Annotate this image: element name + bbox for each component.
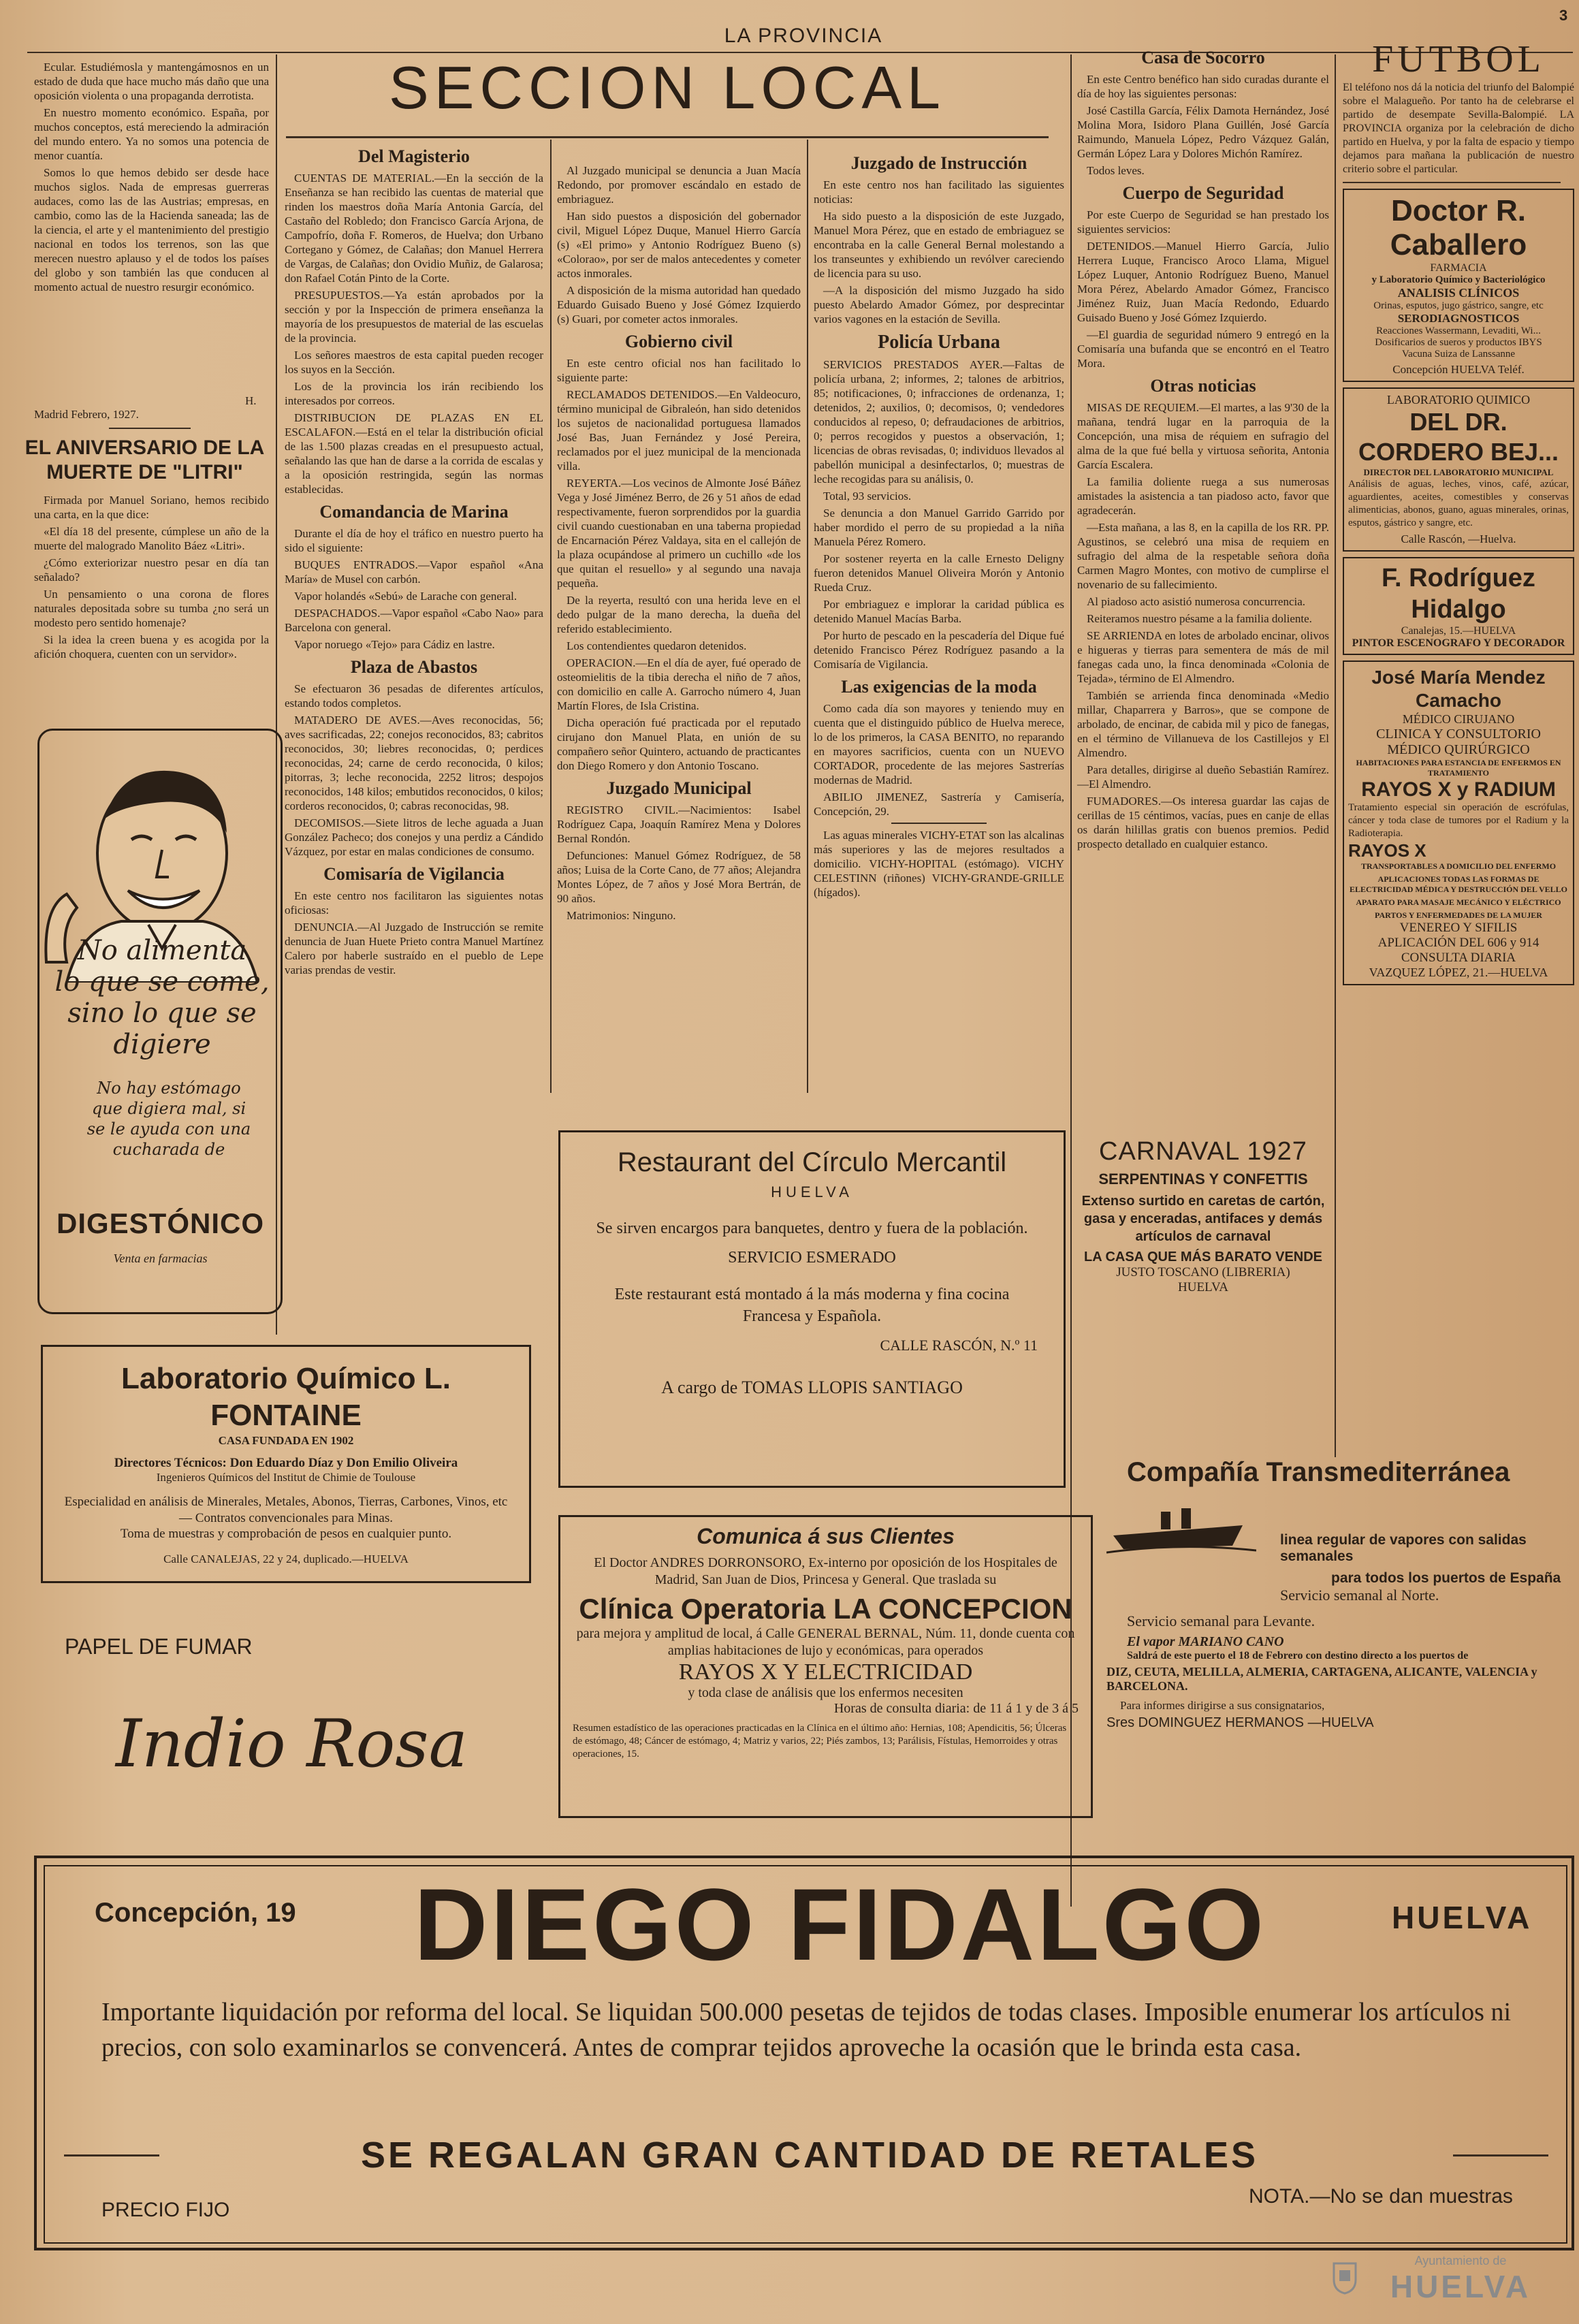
paragraph: En nuestro momento económico. España, por muchos conceptos, está mereciendo la admiración del mundo entero. Ya no somos una potencia de menor cuantía. xyxy=(34,106,269,162)
mendez-partos: PARTOS Y ENFERMEDADES DE LA MUJER xyxy=(1375,910,1542,920)
paragraph: Vapor holandés «Sebú» de Larache con general. xyxy=(294,590,517,603)
paragraph: Por este Cuerpo de Seguridad se han prestado los siguientes servicios: xyxy=(1077,208,1329,236)
caballero-ad xyxy=(1343,189,1574,382)
transmed-info: Para informes dirigirse a sus consignatarios, xyxy=(1120,1699,1325,1712)
caballero-sub: FARMACIA xyxy=(1430,262,1487,274)
paragraph: Han sido puestos a disposición del gobernador civil, Miguel López Duque, Manuel Hierro García (s) «El primo» y Antonio Rodríguez Bueno (s) «Colorao», por ser de malos antecedentes y cometer actos inmorales. xyxy=(557,210,801,280)
magisterio-title: Del Magisterio xyxy=(358,146,470,166)
cordero-top: LABORATORIO QUIMICO xyxy=(1386,393,1531,407)
transmed-line1: linea regular de vapores con salidas semanales xyxy=(1280,1532,1527,1564)
paragraph: Ecular. Estudiémosla y mantengámosnos en un estado de duda que hace mucho más daño que una oposición violenta o una propaganda derrotista. xyxy=(34,61,269,102)
carnaval-title: CARNAVAL 1927 xyxy=(1099,1137,1307,1166)
indio-top: PAPEL DE FUMAR xyxy=(65,1634,253,1659)
mendez-venereo: VENEREO Y SIFILIS xyxy=(1399,921,1518,935)
paragraph: ABILIO JIMENEZ, Sastrería y Camisería, Concepción, 29. xyxy=(814,791,1064,818)
mendez-consulta: CONSULTA DIARIA xyxy=(1401,951,1516,965)
digestonico-tagline: No hay estómago que digiera mal, si se le ayuda con una cucharada de xyxy=(86,1079,251,1159)
seguridad-title: Cuerpo de Seguridad xyxy=(1122,183,1284,203)
paragraph: DETENIDOS.—Manuel Hierro García, Julio Herrera Luque, Francisco Aroco Llama, Miguel López Luquer, Antonio Rodríguez Bueno, Manuel Mora Pérez, Abelardo Amador Gómez, Francisco Jiménez Ruiz, Juan Macía Redondo, Eduardo Guisado Bueno y José Gómez Izquierdo. xyxy=(1077,240,1329,324)
transmed-ports: DIZ, CEUTA, MELILLA, ALMERIA, CARTAGENA, ALICANTE, VALENCIA y BARCELONA. xyxy=(1106,1665,1537,1693)
divider xyxy=(109,428,191,429)
moda-text xyxy=(814,701,1064,818)
transmed-north: Servicio semanal al Norte. xyxy=(1280,1587,1439,1604)
paragraph: José Castilla García, Félix Damota Hernández, José Molina Mora, Isidoro Plana Guillén, José García Raimundo, Manuela López, Pedro Vázquez Galán, Germán López Lara y Dolores Michón Ramírez. xyxy=(1077,104,1329,160)
paragraph: Defunciones: Manuel Gómez Rodríguez, de 58 años; Luisa de la Corte Cano, de 77 años; Alejandra Montes López, de 7 años y José Mora Bertrán, de 90 años. xyxy=(557,849,801,905)
paragraph: Si la idea la creen buena y es acogida por la afición choquera, cuenten con un servidor». xyxy=(34,633,269,660)
carnaval-city: HUELVA xyxy=(1178,1280,1228,1294)
restaurant-title: Restaurant del Círculo Mercantil xyxy=(617,1147,1007,1177)
paragraph: MISAS DE REQUIEM.—El martes, a las 9'30 de la mañana, tendrá lugar en la parroquia de la Concepción, una misa de réquiem en sufragio del alma de la que fué bella y virtuosa señorita, Antonia García Escalera. xyxy=(1077,401,1329,471)
paragraph: Dicha operación fué practicada por el reputado cirujano don Manuel Plata, en unión de su compañero señor Quintero, actuando de practicantes don Diego Romero y don Antonio Toscano. xyxy=(557,716,801,772)
futbol-text: El teléfono nos dá la noticia del triunfo del Balompié sobre el Malagueño. Por tanto ha de celebrarse el partido de desempate Sevilla-Balompié. LA PROVINCIA organiza por la celebración de dicho partido en Huelva, y por la falta de espacio y tiempo dejamos para mañana la publicación de nuestro criterio sobre el particular. xyxy=(1343,82,1574,175)
fidalgo-banner: SE REGALAN GRAN CANTIDAD DE RETALES xyxy=(360,2135,1259,2176)
paragraph: A disposición de la misma autoridad han quedado Eduardo Guisado Bueno y José Gómez Izquierdo (s) Guari, por cometer actos inmorales. xyxy=(557,284,801,325)
fontaine-address: Calle CANALEJAS, 22 y 24, duplicado.—HUELVA xyxy=(163,1553,409,1565)
page-number: 3 xyxy=(1559,7,1568,24)
paragraph: Las aguas minerales VICHY-ETAT son las alcalinas más superiores y las de mejores resultados a domicilio. VICHY-HOPITAL (estómago). VICHY CELESTINN (riñones) VICHY-GRANDE-GRILLE (hígados). xyxy=(814,829,1064,899)
column-3 xyxy=(557,163,801,925)
watermark-line1: Ayuntamiento de xyxy=(1414,2254,1507,2267)
carnaval-text: Extenso surtido en caretas de cartón, gasa y enceradas, antifaces y demás artículos de carnaval xyxy=(1081,1194,1325,1244)
mendez-rayos: RAYOS X y RADIUM xyxy=(1361,778,1556,801)
fontaine-spec1: Especialidad en análisis de Minerales, Metales, Abonos, Tierras, Carbones, Vinos, etc — Contratos convencionales para Minas. xyxy=(64,1495,508,1525)
paragraph: Como cada día son mayores y teniendo muy en cuenta que el distinguido público de Huelva merece, lo de los primeros, la CASA BENITO, no reparando en mayores sacrificios, cuenta con un NUEVO CORTADOR, procedente de las mejores Sastrerías modernas de Madrid. xyxy=(814,702,1064,786)
clinica-text2: y toda clase de análisis que los enfermos necesiten xyxy=(688,1685,963,1700)
mendez-aparato: APARATO PARA MASAJE MECÁNICO Y ELÉCTRICO xyxy=(1356,897,1561,907)
paragraph: También se arrienda finca denominada «Medio millar, Chaparrera y Barros», que se compone de arbolado, de encinar, de cabida mil y pico de fanegas, en el término de Villanueva de los Castillejos y El Almendro. xyxy=(1077,689,1329,759)
restaurant-ad xyxy=(558,1130,1066,1488)
paragraph: Durante el día de hoy el tráfico en nuestro puerto ha sido el siguiente: xyxy=(285,527,543,554)
caballero-reacciones: Reacciones Wassermann, Levaditi, Wi... xyxy=(1376,325,1541,336)
cordero-director: DIRECTOR DEL LABORATORIO MUNICIPAL xyxy=(1363,467,1554,477)
paragraph: Matrimonios: Ninguno. xyxy=(567,909,676,922)
paragraph: —Esta mañana, a las 8, en la capilla de los RR. PP. Agustinos, se celebró una misa de requiem en sufragio del alma de la respetable señora doña Carmen Magro Montes, con motivo de cumplirse el novenario de su fallecimiento. xyxy=(1077,521,1329,591)
transmed-departure: Saldrá de este puerto el 18 de Febrero con destino directo a los puertos de xyxy=(1127,1650,1469,1661)
paragraph: FUMADORES.—Os interesa guardar las cajas de cerillas de 15 céntimos, vacías, pues en canje de ellas os darán hilillas gratis con buenos premios. Pedid prospecto detallado en cualquier estanco. xyxy=(1077,795,1329,850)
paragraph: Se efectuaron 36 pesadas de diferentes artículos, estando todos completos. xyxy=(285,682,543,710)
carnaval-ad xyxy=(1077,1137,1329,1295)
aguas-text xyxy=(814,828,1064,900)
abastos-text xyxy=(285,682,543,859)
fidalgo-note: NOTA.—No se dan muestras xyxy=(1249,2185,1513,2208)
paragraph: De la reyerta, resultó con una herida leve en el dedo pulgar de la mano derecha, la dueña del referido establecimiento. xyxy=(557,594,801,635)
masthead-title: LA PROVINCIA xyxy=(724,25,883,47)
cordero-ad xyxy=(1343,387,1574,552)
paragraph: Por embriaguez e implorar la caridad pública es detenido Manuel Macías Barba. xyxy=(814,598,1064,625)
paragraph: RECLAMADOS DETENIDOS.—En Valdeocuro, término municipal de Gibraleón, han sido detenidos los sujetos de nacionalidad portuguesa llamados José Bas, Juan Fernández y José Pereira, reclamados por el juez municipal de la mencionada villa. xyxy=(557,388,801,473)
caballero-analisis: ANALISIS CLÍNICOS xyxy=(1397,286,1520,300)
carnaval-slogan: LA CASA QUE MÁS BARATO VENDE xyxy=(1083,1249,1323,1264)
fidalgo-street: Concepción, 19 xyxy=(95,1898,296,1928)
watermark xyxy=(1358,2254,1563,2305)
paragraph: —El guardia de seguridad número 9 entregó en la Comisaría una bufanda que se encontró en el Teatro Mora. xyxy=(1077,328,1329,370)
paragraph: Se denuncia a don Manuel Garrido Garrido por haber mordido el perro de su propiedad a la niña Manuela Pérez Romero. xyxy=(814,507,1064,548)
paragraph: Todos leves. xyxy=(1087,164,1145,177)
caballero-vacuna: Vacuna Suiza de Lanssanne xyxy=(1401,349,1516,360)
paragraph: SERVICIOS PRESTADOS AYER.—Faltas de policía urbana, 2; informes, 2; talones de arbitrios, 85; notificaciones, 0; infracciones de ordenanza, 1; detenidos, 2; auxilios, 0; decomisos, 0; vendedores conducidos al repeso, 0; defraudaciones de arbitrios, 0; perros recogidos y puestos a observación, 1; licencias de obras revisadas, 0; individuos llevados al pabellón municipal a desinfectarlos, 0; muestras de leche recogidas para su análisis, 0. xyxy=(814,358,1064,486)
paragraph: CUENTAS DE MATERIAL.—En la sección de la Enseñanza se han recibido las cuentas de material que rinden los maestros doña María Antonia García, del Castaño del Robledo; don Francisco García Arjona, de Campofrío, doña F. Romeros, de Huelva; don Urbano Cortegano y Gómez, de Calañas; don Manuel Herrera de Vargas, de Calañas; don Ovidio Muñiz, de Galarosa; don Rafael Cotán Pinto de la Corte. xyxy=(285,172,543,285)
paragraph: Los señores maestros de esta capital pueden recoger los suyos en la Sección. xyxy=(285,349,543,376)
column-5 xyxy=(1077,48,1329,854)
fidalgo-city: HUELVA xyxy=(1392,1900,1533,1935)
paragraph: MATADERO DE AVES.—Aves reconocidas, 56; aves sacrificadas, 22; conejos reconocidos, 83; cabritos reconocidos, 30; liebres reconocidas, 0; perdices reconocidas, 24; carne de cerdo reconocida, 0 kilos; pitorras, 3; leche reconocida, 2252 litros; despojos reconocidos, 148 kilos; embutidos reconocidos, 0 kilos; corderos reconocidos, 0; cabras reconocidas, 98. xyxy=(285,714,543,812)
paragraph: Los de la provincia los irán recibiendo los interesados por correos. xyxy=(285,380,543,407)
mendez-tratamiento: Tratamiento especial sin operación de escrófulas, cáncer y toda clase de tumores por el Radium y la Radioterapia. xyxy=(1348,802,1569,839)
paragraph: Total, 93 servicios. xyxy=(823,490,912,503)
rodriguez-address: Canalejas, 15.—HUELVA xyxy=(1401,625,1516,637)
restaurant-address: CALLE RASCÓN, N.º 11 xyxy=(880,1337,1038,1354)
mendez-transportables: TRANSPORTABLES A DOMICILIO DEL ENFERMO xyxy=(1360,861,1557,871)
clinica-ad xyxy=(558,1515,1093,1818)
mendez-clinic2: MÉDICO QUIRÚRGICO xyxy=(1387,742,1530,757)
steamship-icon xyxy=(1106,1495,1256,1556)
paragraph: Ha sido puesto a la disposición de este Juzgado, Manuel Mora Pérez, que en estado de embriaguez se encontraba en la calle General Bernal molestando a los transeuntes y exhibiendo un revólver careciendo de licencia para su uso. xyxy=(814,210,1064,280)
divider xyxy=(64,2154,159,2156)
clinica-rayos: RAYOS X Y ELECTRICIDAD xyxy=(678,1659,973,1685)
fidalgo-ad xyxy=(34,1856,1574,2250)
mendez-aplicacion: APLICACIÓN DEL 606 y 914 xyxy=(1377,936,1540,950)
paragraph: Al Juzgado municipal se denuncia a Juan Macía Redondo, por promover escándalo en estado de embriaguez. xyxy=(557,164,801,206)
mendez-habitaciones: HABITACIONES PARA ESTANCIA DE ENFERMOS EN TRATAMIENTO xyxy=(1356,758,1561,778)
restaurant-line1: Se sirven encargos para banquetes, dentro y fuera de la población. xyxy=(596,1220,1028,1237)
caballero-dosificar: Dosificarios de sueros y productos IBYS xyxy=(1375,337,1542,348)
anniversary-text xyxy=(34,493,269,664)
fidalgo-body: Importante liquidación por reforma del local. Se liquidan 500.000 pesetas de tejidos de todas clases. Imposible enumerar los artículos ni precios, con solo examinarlos se convencerá. Antes de comprar tejidos aproveche la ocasión que le brinda esta casa. xyxy=(101,1998,1511,2062)
carnaval-seller: JUSTO TOSCANO (LIBRERIA) xyxy=(1116,1265,1290,1279)
clinica-summary: Resumen estadístico de las operaciones practicadas en la Clínica en el último año: Hernias, 108; Apendicitis, 56; Úlceras de estómago, 48; Cáncer de estómago, 4; Matriz y varios, 22; Piés zambos, 13; Parálisis, Fístulas, Hemorroides y otras operaciones, 15. xyxy=(573,1723,1067,1760)
transmed-title: Compañía Transmediterránea xyxy=(1127,1457,1510,1487)
col1-intro xyxy=(34,60,269,297)
section-title-rule xyxy=(286,136,1049,138)
divider xyxy=(891,823,987,824)
transmed-line2: para todos los puertos de España xyxy=(1331,1570,1561,1586)
paragraph: Reiteramos nuestro pésame a la familia doliente. xyxy=(1087,612,1312,625)
paragraph: REGISTRO CIVIL.—Nacimientos: Isabel Rodríguez Capa, Joaquín Ramírez Mena y Dolores Bernal Rondón. xyxy=(557,803,801,845)
paragraph: La familia doliente ruega a sus numerosas amistades la asistencia a tan piadoso acto, favor que agradecerán. xyxy=(1077,475,1329,517)
mendez-ad xyxy=(1343,660,1574,985)
cordero-text: Análisis de aguas, leches, vinos, café, azúcar, aguardientes, aceites, comestibles y conservas alimenticias, abonos, guano, aguas minerales, orinas, esputos, gástrico y sangre, etc. xyxy=(1348,479,1569,528)
indio-brand: Indio Rosa xyxy=(116,1706,468,1782)
caballero-address: Concepción HUELVA Teléf. xyxy=(1392,363,1525,376)
paragraph: Por sostener reyerta en la calle Ernesto Deligny fueron detenidos Manuel Oliveira Morón y Antonio Rueda Cruz. xyxy=(814,552,1064,594)
digestonico-ad xyxy=(37,729,283,1314)
section-title: SECCION LOCAL xyxy=(389,54,946,121)
caballero-lab: y Laboratorio Químico y Bacteriológico xyxy=(1371,274,1546,285)
mendez-clinic1: CLINICA Y CONSULTORIO xyxy=(1376,727,1541,742)
clinica-header: Comunica á sus Clientes xyxy=(697,1524,955,1548)
restaurant-service: SERVICIO ESMERADO xyxy=(728,1249,896,1267)
seguridad-text xyxy=(1077,208,1329,370)
column-rule xyxy=(1335,54,1336,1457)
caballero-orinas: Orinas, esputos, jugo gástrico, sangre, etc xyxy=(1373,300,1544,311)
anniversary-title: EL ANIVERSARIO DE LA MUERTE DE "LITRI" xyxy=(25,436,265,483)
digestonico-footer: Venta en farmacias xyxy=(113,1252,208,1265)
paragraph: Para detalles, dirigirse al dueño Sebastián Ramírez.—El Almendro. xyxy=(1077,763,1329,791)
mendez-rayos2: RAYOS X xyxy=(1348,840,1426,861)
city-seal-icon xyxy=(1331,2261,1358,2295)
abastos-title: Plaza de Abastos xyxy=(350,657,478,677)
fidalgo-price: PRECIO FIJO xyxy=(101,2199,230,2221)
slogan-line: digiere xyxy=(113,1029,211,1060)
paragraph: BUQUES ENTRADOS.—Vapor español «Ana María» de Musel con carbón. xyxy=(285,558,543,586)
moda-title: Las exigencias de la moda xyxy=(841,677,1037,697)
watermark-line2: HUELVA xyxy=(1390,2269,1531,2304)
juzgado-intro xyxy=(557,163,801,326)
marina-title: Comandancia de Marina xyxy=(319,502,509,522)
transmed-vapor: El vapor MARIANO CANO xyxy=(1127,1634,1284,1649)
fontaine-directors: Directores Técnicos: Don Eduardo Díaz y Don Emilio Oliveira xyxy=(114,1456,458,1470)
paragraph: Los contendientes quedaron detenidos. xyxy=(567,639,747,652)
paragraph: En este centro oficial nos han facilitado lo siguiente parte: xyxy=(557,357,801,384)
restaurant-line2: Este restaurant está montado á la más moderna y fina cocina Francesa y Española. xyxy=(614,1286,1010,1325)
instruccion-text xyxy=(814,178,1064,326)
paragraph: OPERACION.—En el día de ayer, fué operado de osteomielitis de la tibia derecha el niño de 7 años, con domicilio en calle A. Garrocho número 4, Juan Martín Flores, de Isla Cristina. xyxy=(557,656,801,712)
paragraph: DISTRIBUCION DE PLAZAS EN EL ESCALAFON.—Está en el telar la distribución oficial de las 1.500 plazas creadas en el presupuesto actual, señalando las que han de darse a la corrida de escalas y a la oposición restringida, según las normas establecidas. xyxy=(285,411,543,496)
transmed-agents: Sres DOMINGUEZ HERMANOS —HUELVA xyxy=(1106,1715,1374,1730)
column-2 xyxy=(285,146,543,980)
restaurant-city: HUELVA xyxy=(771,1183,853,1200)
column-rule xyxy=(550,140,552,1093)
paragraph: SE ARRIENDA en lotes de arbolado encinar, olivos e higueras y tierras para sementera de más de mil fanegas cada uno, la finca denominada «Colonia de Tejada», término de El Almendro. xyxy=(1077,629,1329,685)
paragraph: En este centro nos han facilitado las siguientes noticias: xyxy=(814,178,1064,206)
futbol-title: FUTBOL xyxy=(1372,38,1545,80)
fontaine-engineers: Ingenieros Químicos del Institut de Chimie de Toulouse xyxy=(156,1471,416,1484)
cordero-address: Calle Rascón, —Huelva. xyxy=(1401,532,1516,545)
fontaine-spec2: Toma de muestras y comprobación de pesos en cualquier punto. xyxy=(120,1527,452,1541)
signoff-initial: H. xyxy=(245,394,257,407)
column-rule xyxy=(807,140,808,1093)
paragraph: REYERTA.—Los vecinos de Almonte José Báñez Vega y José Jiménez Berro, de 26 y 51 años de edad respectivamente, fueron sorprendidos por la guardia civil cuando cuestionaban en una taberna propiedad de Encarnación Pérez Valdaya, sita en el callejón de la plaza ocupándose al primero un cuchillo «de los que quitan el resuello» y al segundo una navaja pequeña. xyxy=(557,477,801,590)
paragraph: Un pensamiento o una corona de flores naturales depositada sobre su tumba ¿no será un modesto pero sentido homenaje? xyxy=(34,588,269,629)
marina-text xyxy=(285,526,543,652)
slogan-line: lo que se come, xyxy=(54,966,270,998)
mendez-name: José María Mendez Camacho xyxy=(1371,667,1546,711)
caballero-name: Doctor R. Caballero xyxy=(1390,194,1527,261)
clinica-text: para mejora y amplitud de local, á Calle GENERAL BERNAL, Núm. 11, donde cuenta con amplias habitaciones de lujo y económicas, para operados xyxy=(576,1626,1075,1658)
digestonico-brand: DIGESTÓNICO xyxy=(56,1207,265,1239)
paragraph: «El día 18 del presente, cúmplese un año de la muerte del malogrado Manolito Báez «Litri». xyxy=(34,525,269,552)
caballero-sero: SERODIAGNOSTICOS xyxy=(1397,312,1520,325)
divider xyxy=(1453,2154,1548,2156)
carnaval-subtitle: SERPENTINAS Y CONFETTIS xyxy=(1098,1171,1308,1188)
clinica-intro: El Doctor ANDRES DORRONSORO, Ex-interno por oposición de los Hospitales de Madrid, San Juan de Dios, Princesa y General. Que traslada su xyxy=(594,1555,1057,1587)
slogan-line: No alimenta xyxy=(77,935,247,966)
vigilancia-text xyxy=(285,889,543,977)
gobierno-text xyxy=(557,356,801,773)
paragraph: —A la disposición del mismo Juzgado ha sido puesto Abelardo Amador Gómez, por desprecintar varios vagones en la estación de Sevilla. xyxy=(814,284,1064,325)
fontaine-title: Laboratorio Químico L. FONTAINE xyxy=(121,1362,451,1432)
rodriguez-ad xyxy=(1343,557,1574,655)
municipal-title: Juzgado Municipal xyxy=(606,778,752,798)
column-6 xyxy=(1343,37,1574,985)
socorro-text xyxy=(1077,72,1329,178)
signoff-place: Madrid Febrero, 1927. xyxy=(34,408,139,421)
paragraph: DESPACHADOS.—Vapor español «Cabo Nao» para Barcelona con general. xyxy=(285,607,543,634)
paragraph: PRESUPUESTOS.—Ya están aprobados por la sección y por la Inspección de primera enseñanza la mayoría de los presupuestos de material de las escuelas de la provincia. xyxy=(285,289,543,345)
magisterio-text xyxy=(285,171,543,496)
mendez-address: VAZQUEZ LÓPEZ, 21.—HUELVA xyxy=(1369,966,1548,979)
column-4 xyxy=(814,153,1064,902)
paragraph: DENUNCIA.—Al Juzgado de Instrucción se remite denuncia de Juan Huete Prieto contra Manuel Martínez Calero por haberle sustraído en el pueblo de Lepe varias prendas de vestir. xyxy=(285,921,543,976)
otras-title: Otras noticias xyxy=(1150,376,1256,396)
divider xyxy=(1343,182,1561,183)
fidalgo-name: DIEGO FIDALGO xyxy=(414,1867,1266,1981)
instruccion-title: Juzgado de Instrucción xyxy=(850,153,1027,173)
mendez-title: MÉDICO CIRUJANO xyxy=(1402,712,1515,726)
socorro-title: Casa de Socorro xyxy=(1141,48,1265,67)
paragraph: Firmada por Manuel Soriano, hemos recibido una carta, en la que dice: xyxy=(34,494,269,521)
fontaine-ad xyxy=(41,1345,531,1583)
transmed-ad xyxy=(1106,1457,1576,1731)
vigilancia-title: Comisaría de Vigilancia xyxy=(323,864,505,884)
fontaine-founded: CASA FUNDADA EN 1902 xyxy=(218,1434,354,1447)
paragraph: DECOMISOS.—Siete litros de leche aguada a Juan González Pacheco; dos conejos y una perdiz a Cándido Vázquez, por estar en malas condiciones de consumo. xyxy=(285,816,543,858)
digestonico-slogan xyxy=(46,935,278,1060)
cordero-name: DEL DR. CORDERO BEJ... xyxy=(1358,408,1559,466)
paragraph: En este Centro benéfico han sido curadas durante el día de hoy las siguientes personas: xyxy=(1077,73,1329,100)
gobierno-title: Gobierno civil xyxy=(624,332,733,351)
mendez-aplicaciones: APLICACIONES TODAS LAS FORMAS DE ELECTRICIDAD MÉDICA Y DESTRUCCIÓN DEL VELLO xyxy=(1350,874,1567,894)
otras-text xyxy=(1077,400,1329,851)
paragraph: Somos lo que hemos debido ser desde hace muchos siglos. Nada de empresas guerreras audaces, como las de las Austrias; empresas, en cambio, como las de la Hacienda saneada; las de la ciencia, el arte y el mantenimiento del prestigio nacional en todos los terrenos, son las que merecen nuestro aplauso y el de todos los países del globo y son también las que conducen al momento actual de nuestro resurgir económico. xyxy=(34,166,269,293)
restaurant-manager: A cargo de TOMAS LLOPIS SANTIAGO xyxy=(661,1378,963,1397)
rodriguez-sub: PINTOR ESCENOGRAFO Y DECORADOR xyxy=(1352,637,1565,649)
clinica-title: Clínica Operatoria LA CONCEPCION xyxy=(579,1593,1072,1625)
rodriguez-name: F. Rodríguez Hidalgo xyxy=(1382,564,1535,624)
slogan-line: sino lo que se xyxy=(67,998,257,1029)
municipal-text xyxy=(557,803,801,923)
transmed-levante: Servicio semanal para Levante. xyxy=(1127,1612,1315,1629)
paragraph: Por hurto de pescado en la pescadería del Dique fué detenido Francisco Pérez Rodríguez pasando a la Comisaría de Vigilancia. xyxy=(814,629,1064,671)
paragraph: En este centro nos facilitaron las siguientes notas oficiosas: xyxy=(285,889,543,917)
policia-text xyxy=(814,357,1064,671)
paragraph: ¿Cómo exteriorizar nuestro pesar en día tan señalado? xyxy=(34,556,269,584)
policia-title: Policía Urbana xyxy=(878,332,1000,353)
paragraph: Vapor noruego «Tejo» para Cádiz en lastre. xyxy=(294,638,495,651)
clinica-hours: Horas de consulta diaria: de 11 á 1 y de 3 á 5 xyxy=(833,1701,1079,1716)
paragraph: Al piadoso acto asistió numerosa concurrencia. xyxy=(1087,595,1306,608)
